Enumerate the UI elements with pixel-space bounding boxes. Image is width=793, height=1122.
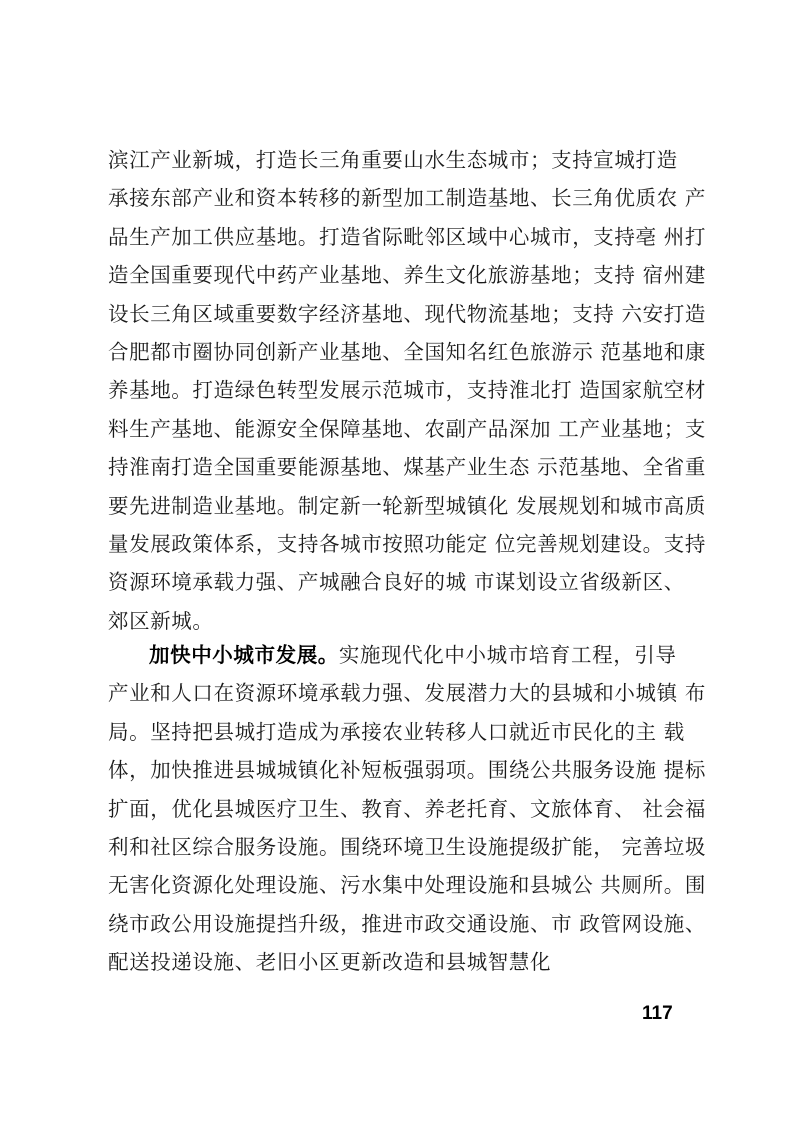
- text-line: 郊区新城。: [108, 608, 214, 633]
- paragraph-heading: 加快中小城市发展。: [149, 643, 339, 667]
- text-line: 养基地。打造绿色转型发展示范城市，支持淮北打 造国家航空材: [108, 378, 706, 403]
- text-line: 产业和人口在资源环境承载力强、发展潜力大的县城和小城镇 布: [108, 681, 706, 706]
- text-line: 品生产加工供应基地。打造省际毗邻区域中心城市，支持亳 州打: [108, 224, 706, 249]
- text-line: 绕市政公用设施提挡升级，推进市政交通设施、市 政管网设施、: [108, 911, 706, 936]
- page-number: 117: [642, 1003, 673, 1024]
- text-line: 合肥都市圈协同创新产业基地、全国知名红色旅游示 范基地和康: [108, 339, 706, 364]
- text-line: 承接东部产业和资本转移的新型加工制造基地、长三角优质农 产: [108, 186, 706, 211]
- text-line: 要先进制造业基地。制定新一轮新型城镇化 发展规划和城市高质: [108, 493, 706, 518]
- text-line: 造全国重要现代中药产业基地、养生文化旅游基地；支持 宿州建: [108, 263, 706, 288]
- text-line: 持淮南打造全国重要能源基地、煤基产业生态 示范基地、全省重: [108, 455, 706, 480]
- text-line: 资源环境承载力强、产城融合良好的城 市谋划设立省级新区、: [108, 570, 685, 595]
- text-line: 无害化资源化处理设施、污水集中处理设施和县城公 共厕所。围: [108, 873, 706, 898]
- paragraph-1: [108, 141, 706, 640]
- text-line: 利和社区综合服务设施。围绕环境卫生设施提级扩能， 完善垃圾: [108, 834, 706, 859]
- text-line: 局。坚持把县城打造成为承接农业转移人口就近市民化的主 载: [108, 719, 685, 744]
- text-line: 设长三角区域重要数字经济基地、现代物流基地；支持 六安打造: [108, 301, 706, 326]
- text-line: 料生产基地、能源安全保障基地、农副产品深加 工产业基地；支: [108, 416, 706, 441]
- paragraph-2: [108, 636, 706, 982]
- text-line: 配送投递设施、老旧小区更新改造和县城智慧化: [108, 950, 552, 975]
- text-line: 扩面，优化县城医疗卫生、教育、养老托育、文旅体育、 社会福: [108, 796, 706, 821]
- text-line: 体，加快推进县城城镇化补短板强弱项。围绕公共服务设施 提标: [108, 758, 706, 783]
- text-line-rest: 实施现代化中小城市培育工程，引导: [338, 643, 677, 667]
- text-line: 量发展政策体系，支持各城市按照功能定 位完善规划建设。支持: [108, 531, 706, 556]
- text-line: 滨江产业新城，打造长三角重要山水生态城市；支持宣城打造: [108, 148, 678, 172]
- paragraph-first-line: [108, 636, 688, 674]
